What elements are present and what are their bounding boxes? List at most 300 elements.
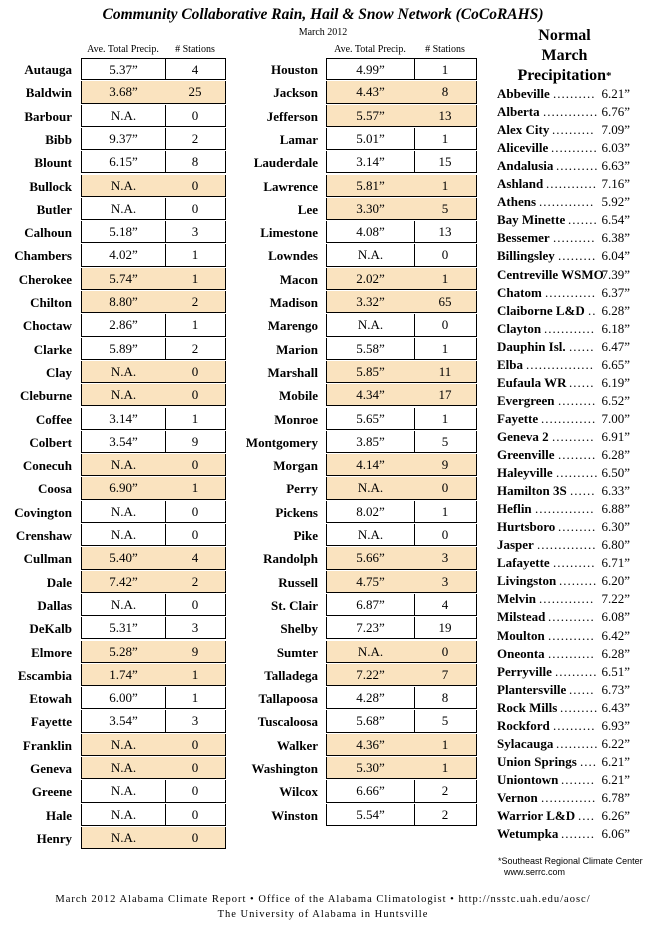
normal-station-name: Uniontown: [497, 771, 559, 787]
normal-station-name: Moulton: [497, 627, 545, 643]
normal-station-value: 6.51”: [601, 663, 630, 679]
normal-station-row: [497, 482, 632, 500]
normals-title-line1: Normal: [538, 27, 591, 44]
normal-station-name: Heflin: [497, 501, 532, 517]
precip-cell: 3.68”: [81, 81, 166, 103]
precip-cell: 5.74”: [81, 268, 166, 290]
normal-station-row: [497, 627, 632, 645]
precip-cell: N.A.: [81, 105, 166, 127]
normal-station-row: [497, 121, 632, 139]
county-name: Pike: [293, 528, 318, 543]
normal-station-row: [497, 608, 632, 626]
precip-cell: 7.23”: [326, 617, 415, 639]
county-name: Washington: [251, 761, 318, 776]
precip-cell: 3.32”: [326, 291, 415, 313]
source-note-line2: www.serrc.com: [504, 867, 566, 877]
county-name: Shelby: [280, 621, 318, 637]
stations-cell: 0: [165, 594, 226, 616]
county-name: Calhoun: [24, 225, 72, 241]
stations-cell: 0: [165, 524, 226, 546]
leader-dots: ..........: [556, 158, 599, 174]
stations-cell: 2: [165, 571, 226, 593]
county-name: Marion: [276, 341, 318, 357]
stations-cell: 4: [414, 594, 477, 616]
county-name: Tuscaloosa: [257, 714, 318, 730]
normal-station-row: [497, 284, 632, 302]
precip-cell: 1.74”: [81, 664, 166, 686]
normal-station-row: [497, 211, 632, 229]
county-name: Bullock: [29, 178, 72, 194]
normals-title-line2: March: [541, 47, 588, 64]
normal-station-value: 6.08”: [601, 609, 630, 625]
precip-cell: N.A.: [81, 734, 166, 756]
normal-station-row: [497, 554, 632, 572]
stations-cell: 2: [414, 780, 477, 802]
normal-station-row: [497, 410, 632, 428]
precip-cell: N.A.: [326, 244, 415, 266]
left-header-stations: # Stations: [175, 44, 215, 55]
leader-dots: ............: [544, 320, 595, 336]
stations-cell: 0: [414, 524, 477, 546]
normal-station-value: 6.76”: [601, 104, 630, 120]
leader-dots: ......: [569, 681, 595, 697]
normal-station-name: Milstead: [497, 609, 546, 625]
county-name: Mobile: [279, 388, 318, 404]
stations-cell: 17: [414, 384, 477, 406]
leader-dots: ..........: [553, 717, 596, 733]
stations-cell: 5: [414, 431, 477, 453]
county-name: Dale: [46, 574, 72, 590]
normal-station-name: Warrior L&D: [497, 808, 576, 823]
leader-dots: ...........: [548, 645, 595, 661]
county-name: Limestone: [260, 225, 318, 241]
precip-cell: 9.37”: [81, 128, 166, 150]
normal-station-value: 6.28”: [601, 447, 630, 462]
normal-station-value: 6.50”: [601, 465, 630, 481]
normal-station-name: Hurtsboro: [497, 519, 556, 535]
normal-station-value: 6.73”: [601, 681, 630, 697]
stations-cell: 0: [165, 804, 226, 826]
normal-station-row: [497, 464, 632, 482]
county-name: Fayette: [30, 714, 72, 730]
normal-station-value: 6.54”: [601, 212, 630, 228]
precip-cell: 3.54”: [81, 431, 166, 453]
leader-dots: ......: [570, 483, 596, 499]
normal-station-name: Rock Mills: [497, 699, 558, 715]
leader-dots: ..........: [556, 465, 599, 481]
normal-station-value: 7.09”: [601, 122, 630, 138]
leader-dots: .........: [558, 392, 597, 408]
precip-cell: 5.31”: [81, 617, 166, 639]
source-note: [498, 856, 643, 878]
precip-cell: 6.00”: [81, 687, 166, 709]
county-name: Cleburne: [20, 388, 72, 404]
stations-cell: 1: [165, 408, 226, 430]
page-subtitle: March 2012: [298, 27, 348, 38]
stations-cell: 0: [414, 314, 477, 336]
county-name: St. Clair: [271, 597, 318, 613]
normals-title-line3: [497, 66, 632, 86]
normal-station-row: [497, 771, 632, 789]
precip-cell: N.A.: [81, 780, 166, 802]
leader-dots: .............: [543, 104, 599, 120]
stations-cell: 8: [414, 81, 477, 103]
stations-cell: 0: [165, 780, 226, 802]
precip-cell: 4.75”: [326, 571, 415, 593]
county-name: Lamar: [279, 131, 318, 147]
normal-station-row: [497, 572, 632, 590]
leader-dots: ..........: [553, 555, 596, 571]
county-name: Franklin: [22, 737, 72, 753]
precip-cell: N.A.: [81, 594, 166, 616]
normal-station-name: Greenville: [497, 447, 555, 462]
stations-cell: 1: [414, 408, 477, 430]
normal-station-row: [497, 302, 632, 320]
leader-dots: ..............: [535, 501, 595, 517]
stations-cell: 1: [414, 268, 477, 290]
precip-cell: N.A.: [81, 804, 166, 826]
stations-cell: 13: [414, 105, 477, 127]
precip-cell: 2.86”: [81, 314, 166, 336]
normal-station-row: [497, 681, 632, 699]
leader-dots: ................: [526, 356, 594, 372]
stations-cell: 7: [414, 664, 477, 686]
county-name: Randolph: [263, 551, 318, 567]
normal-station-row: [497, 663, 632, 681]
leader-dots: ...........: [548, 627, 595, 643]
normal-station-row: [497, 193, 632, 211]
normal-station-value: 6.26”: [601, 808, 630, 823]
normal-station-name: Fayette: [497, 410, 539, 426]
precip-cell: N.A.: [81, 524, 166, 546]
county-name: Crenshaw: [15, 528, 72, 543]
stations-cell: 1: [414, 175, 477, 197]
normal-station-value: 6.20”: [601, 573, 630, 589]
stations-cell: 1: [165, 244, 226, 266]
normal-station-name: Jasper: [497, 537, 534, 553]
precip-cell: 4.43”: [326, 81, 415, 103]
precip-cell: 6.90”: [81, 477, 166, 499]
normal-station-value: 6.63”: [601, 158, 630, 174]
normal-station-value: 7.39”: [601, 266, 630, 282]
normal-station-name: Perryville: [497, 663, 552, 679]
county-name: Lauderdale: [253, 155, 318, 171]
county-name: Tallapoosa: [258, 691, 318, 707]
normal-station-value: 6.80”: [601, 537, 630, 553]
normal-station-value: 6.21”: [601, 86, 630, 101]
stations-cell: 0: [165, 454, 226, 476]
normal-station-value: 6.30”: [601, 519, 630, 535]
footer-line2: The University of Alabama in Huntsville: [217, 909, 429, 920]
precip-cell: 5.89”: [81, 338, 166, 360]
leader-dots: ..........: [552, 122, 595, 138]
county-name: Jackson: [273, 85, 318, 101]
stations-cell: 0: [165, 827, 226, 849]
county-name: Lawrence: [263, 178, 318, 194]
precip-cell: 5.68”: [326, 710, 415, 732]
precip-cell: 5.18”: [81, 221, 166, 243]
stations-cell: 0: [165, 501, 226, 523]
county-name: Morgan: [273, 458, 318, 474]
normal-station-value: 6.47”: [601, 338, 630, 354]
county-name: Conecuh: [22, 458, 72, 474]
county-name: Madison: [269, 295, 318, 310]
normal-station-value: 6.06”: [601, 826, 630, 842]
leader-dots: .........: [558, 519, 597, 535]
left-header-precip: Ave. Total Precip.: [87, 44, 159, 55]
leader-dots: ......: [569, 374, 595, 390]
precip-cell: 5.66”: [326, 547, 415, 569]
county-name: Chilton: [30, 295, 72, 310]
stations-cell: 5: [414, 198, 477, 220]
normal-station-row: [497, 103, 632, 121]
stations-cell: 2: [165, 128, 226, 150]
normal-station-value: 6.38”: [601, 230, 630, 246]
stations-cell: 4: [165, 58, 226, 80]
county-name: Pickens: [275, 504, 318, 520]
leader-dots: ....: [578, 808, 595, 823]
normal-station-value: 6.71”: [601, 555, 630, 571]
county-name: Etowah: [29, 691, 72, 707]
normal-station-value: 6.18”: [601, 320, 630, 336]
normal-station-row: [497, 645, 632, 663]
precip-cell: N.A.: [81, 384, 166, 406]
precip-cell: 5.01”: [326, 128, 415, 150]
county-name: Elmore: [31, 644, 72, 660]
normal-station-value: 6.28”: [601, 302, 630, 318]
normal-station-value: 6.19”: [601, 374, 630, 390]
precip-cell: N.A.: [326, 477, 415, 499]
leader-dots: ............: [545, 284, 596, 300]
normal-station-value: 6.52”: [601, 392, 630, 408]
normal-station-row: [497, 320, 632, 338]
leader-dots: .........: [560, 699, 599, 715]
leader-dots: ..........: [552, 428, 595, 444]
page-title: Community Collaborative Rain, Hail & Snow Network (CoCoRAHS): [102, 6, 544, 23]
county-name: Hale: [46, 807, 72, 823]
leader-dots: ........: [561, 771, 595, 787]
leader-dots: ..: [588, 302, 597, 318]
precip-cell: 3.54”: [81, 710, 166, 732]
normal-station-row: [497, 825, 632, 843]
normal-station-value: 6.78”: [601, 789, 630, 805]
precip-cell: N.A.: [81, 827, 166, 849]
stations-cell: 0: [165, 175, 226, 197]
precip-cell: 4.28”: [326, 687, 415, 709]
leader-dots: .........: [559, 573, 598, 589]
stations-cell: 1: [414, 58, 477, 80]
normal-station-value: 6.04”: [601, 248, 630, 264]
stations-cell: 1: [414, 501, 477, 523]
normal-station-name: Wetumpka: [497, 826, 559, 842]
precip-cell: 4.99”: [326, 58, 415, 80]
footer-line1: March 2012 Alabama Climate Report • Office of the Alabama Climatologist • http://nsstc.uah.edu/aosc/: [55, 894, 591, 905]
county-name: Houston: [271, 62, 318, 77]
normal-station-row: [497, 338, 632, 356]
normal-station-row: [497, 735, 632, 753]
stations-cell: 0: [165, 361, 226, 383]
normal-station-row: [497, 229, 632, 247]
normal-station-value: 6.65”: [601, 356, 630, 372]
county-name: Wilcox: [279, 784, 318, 800]
stations-cell: 1: [414, 757, 477, 779]
normal-station-name: Claiborne L&D: [497, 302, 585, 318]
normal-station-name: Aliceville: [497, 140, 549, 156]
normal-station-value: 6.21”: [601, 771, 630, 787]
normal-station-name: Plantersville: [497, 681, 567, 697]
county-name: Sumter: [276, 644, 318, 660]
precip-cell: 4.36”: [326, 734, 415, 756]
normal-station-name: Abbeville: [497, 86, 550, 101]
county-name: Butler: [36, 201, 72, 217]
normal-station-value: 7.00”: [601, 410, 630, 426]
precip-cell: 5.40”: [81, 547, 166, 569]
leader-dots: .............: [539, 194, 595, 210]
county-name: Marengo: [267, 318, 318, 334]
normal-station-value: 6.91”: [601, 428, 630, 444]
normals-title: [497, 26, 632, 86]
leader-dots: ......: [569, 338, 595, 354]
stations-cell: 9: [414, 454, 477, 476]
leader-dots: .............: [541, 789, 597, 805]
normal-station-value: 5.92”: [601, 194, 630, 210]
leader-dots: ........: [561, 826, 595, 842]
stations-cell: 0: [165, 105, 226, 127]
stations-cell: 1: [165, 477, 226, 499]
precip-cell: 6.87”: [326, 594, 415, 616]
stations-cell: 2: [414, 804, 477, 826]
county-name: Perry: [286, 481, 318, 497]
stations-cell: 0: [165, 734, 226, 756]
county-name: Montgomery: [245, 434, 318, 450]
stations-cell: 0: [165, 757, 226, 779]
normal-station-value: 6.42”: [601, 627, 630, 643]
precip-cell: 5.28”: [81, 641, 166, 663]
normal-station-name: Clayton: [497, 320, 542, 336]
leader-dots: ..........: [556, 735, 599, 751]
stations-cell: 8: [165, 151, 226, 173]
normal-station-name: Rockford: [497, 717, 550, 733]
normal-station-name: Billingsley: [497, 248, 555, 264]
normal-station-name: Bessemer: [497, 230, 550, 246]
normal-station-row: [497, 356, 632, 374]
normal-station-name: Athens: [497, 194, 537, 210]
stations-cell: 0: [414, 641, 477, 663]
county-name: Marshall: [267, 364, 318, 380]
county-name: Monroe: [274, 411, 318, 427]
leader-dots: .........: [558, 248, 597, 264]
county-name: Choctaw: [22, 318, 72, 334]
leader-dots: .........: [558, 447, 597, 462]
county-name: Jefferson: [266, 108, 318, 124]
precip-cell: 5.58”: [326, 338, 415, 360]
leader-dots: .............: [539, 591, 595, 607]
stations-cell: 1: [414, 338, 477, 360]
normal-station-row: [497, 536, 632, 554]
precip-cell: 5.37”: [81, 58, 166, 80]
normal-station-row: [497, 717, 632, 735]
normal-station-row: [497, 789, 632, 807]
county-name: Greene: [31, 784, 72, 800]
precip-cell: 5.30”: [326, 757, 415, 779]
stations-cell: 5: [414, 710, 477, 732]
leader-dots: ..........: [553, 86, 596, 101]
leader-dots: ..........: [553, 230, 596, 246]
precip-cell: 5.65”: [326, 408, 415, 430]
precip-cell: N.A.: [81, 454, 166, 476]
precip-cell: 7.42”: [81, 571, 166, 593]
stations-cell: 2: [165, 338, 226, 360]
precip-cell: 8.02”: [326, 501, 415, 523]
county-name: Cullman: [23, 551, 72, 567]
right-header-stations: # Stations: [425, 44, 465, 55]
leader-dots: ............: [546, 176, 597, 192]
county-name: Covington: [14, 504, 72, 520]
normal-station-row: [497, 85, 632, 103]
leader-dots: ..............: [537, 537, 597, 553]
precip-cell: 6.15”: [81, 151, 166, 173]
county-name: Geneva: [30, 761, 72, 776]
precip-cell: N.A.: [326, 314, 415, 336]
stations-cell: 0: [414, 477, 477, 499]
normal-station-row: [497, 247, 632, 265]
county-name: Macon: [279, 271, 318, 287]
normal-station-name: Vernon: [497, 789, 538, 805]
stations-cell: 0: [165, 198, 226, 220]
county-name: Barbour: [24, 108, 72, 124]
precip-cell: 6.66”: [326, 780, 415, 802]
leader-dots: .......: [568, 212, 598, 228]
precip-cell: N.A.: [326, 524, 415, 546]
right-header-precip: Ave. Total Precip.: [334, 44, 406, 55]
leader-dots: ....: [580, 753, 597, 769]
normal-station-row: [497, 500, 632, 518]
precip-cell: 3.85”: [326, 431, 415, 453]
stations-cell: 1: [165, 664, 226, 686]
normal-station-name: Chatom: [497, 284, 542, 300]
stations-cell: 9: [165, 641, 226, 663]
normal-station-name: Centreville WSMO: [497, 266, 604, 282]
stations-cell: 3: [165, 710, 226, 732]
precip-cell: 5.54”: [326, 804, 415, 826]
precip-cell: N.A.: [326, 641, 415, 663]
stations-cell: 11: [414, 361, 477, 383]
normal-station-value: 7.16”: [601, 176, 630, 192]
county-name: Baldwin: [25, 85, 72, 101]
stations-cell: 9: [165, 431, 226, 453]
county-name: Walker: [276, 737, 318, 753]
normal-station-value: 6.93”: [601, 717, 630, 733]
county-name: Lowndes: [268, 248, 318, 264]
county-name: Henry: [36, 830, 72, 846]
county-name: Clarke: [33, 341, 72, 357]
stations-cell: 13: [414, 221, 477, 243]
normal-station-row: [497, 139, 632, 157]
stations-cell: 3: [165, 617, 226, 639]
leader-dots: ...........: [551, 140, 598, 156]
precip-cell: N.A.: [81, 175, 166, 197]
normal-station-value: 6.22”: [601, 735, 630, 751]
precip-cell: 3.30”: [326, 198, 415, 220]
precip-cell: 5.81”: [326, 175, 415, 197]
stations-cell: 8: [414, 687, 477, 709]
stations-cell: 25: [165, 81, 226, 103]
county-name: Winston: [271, 807, 318, 823]
normal-station-row: [497, 175, 632, 193]
stations-cell: 1: [414, 734, 477, 756]
county-name: Dallas: [37, 597, 72, 613]
normal-station-row: [497, 518, 632, 536]
